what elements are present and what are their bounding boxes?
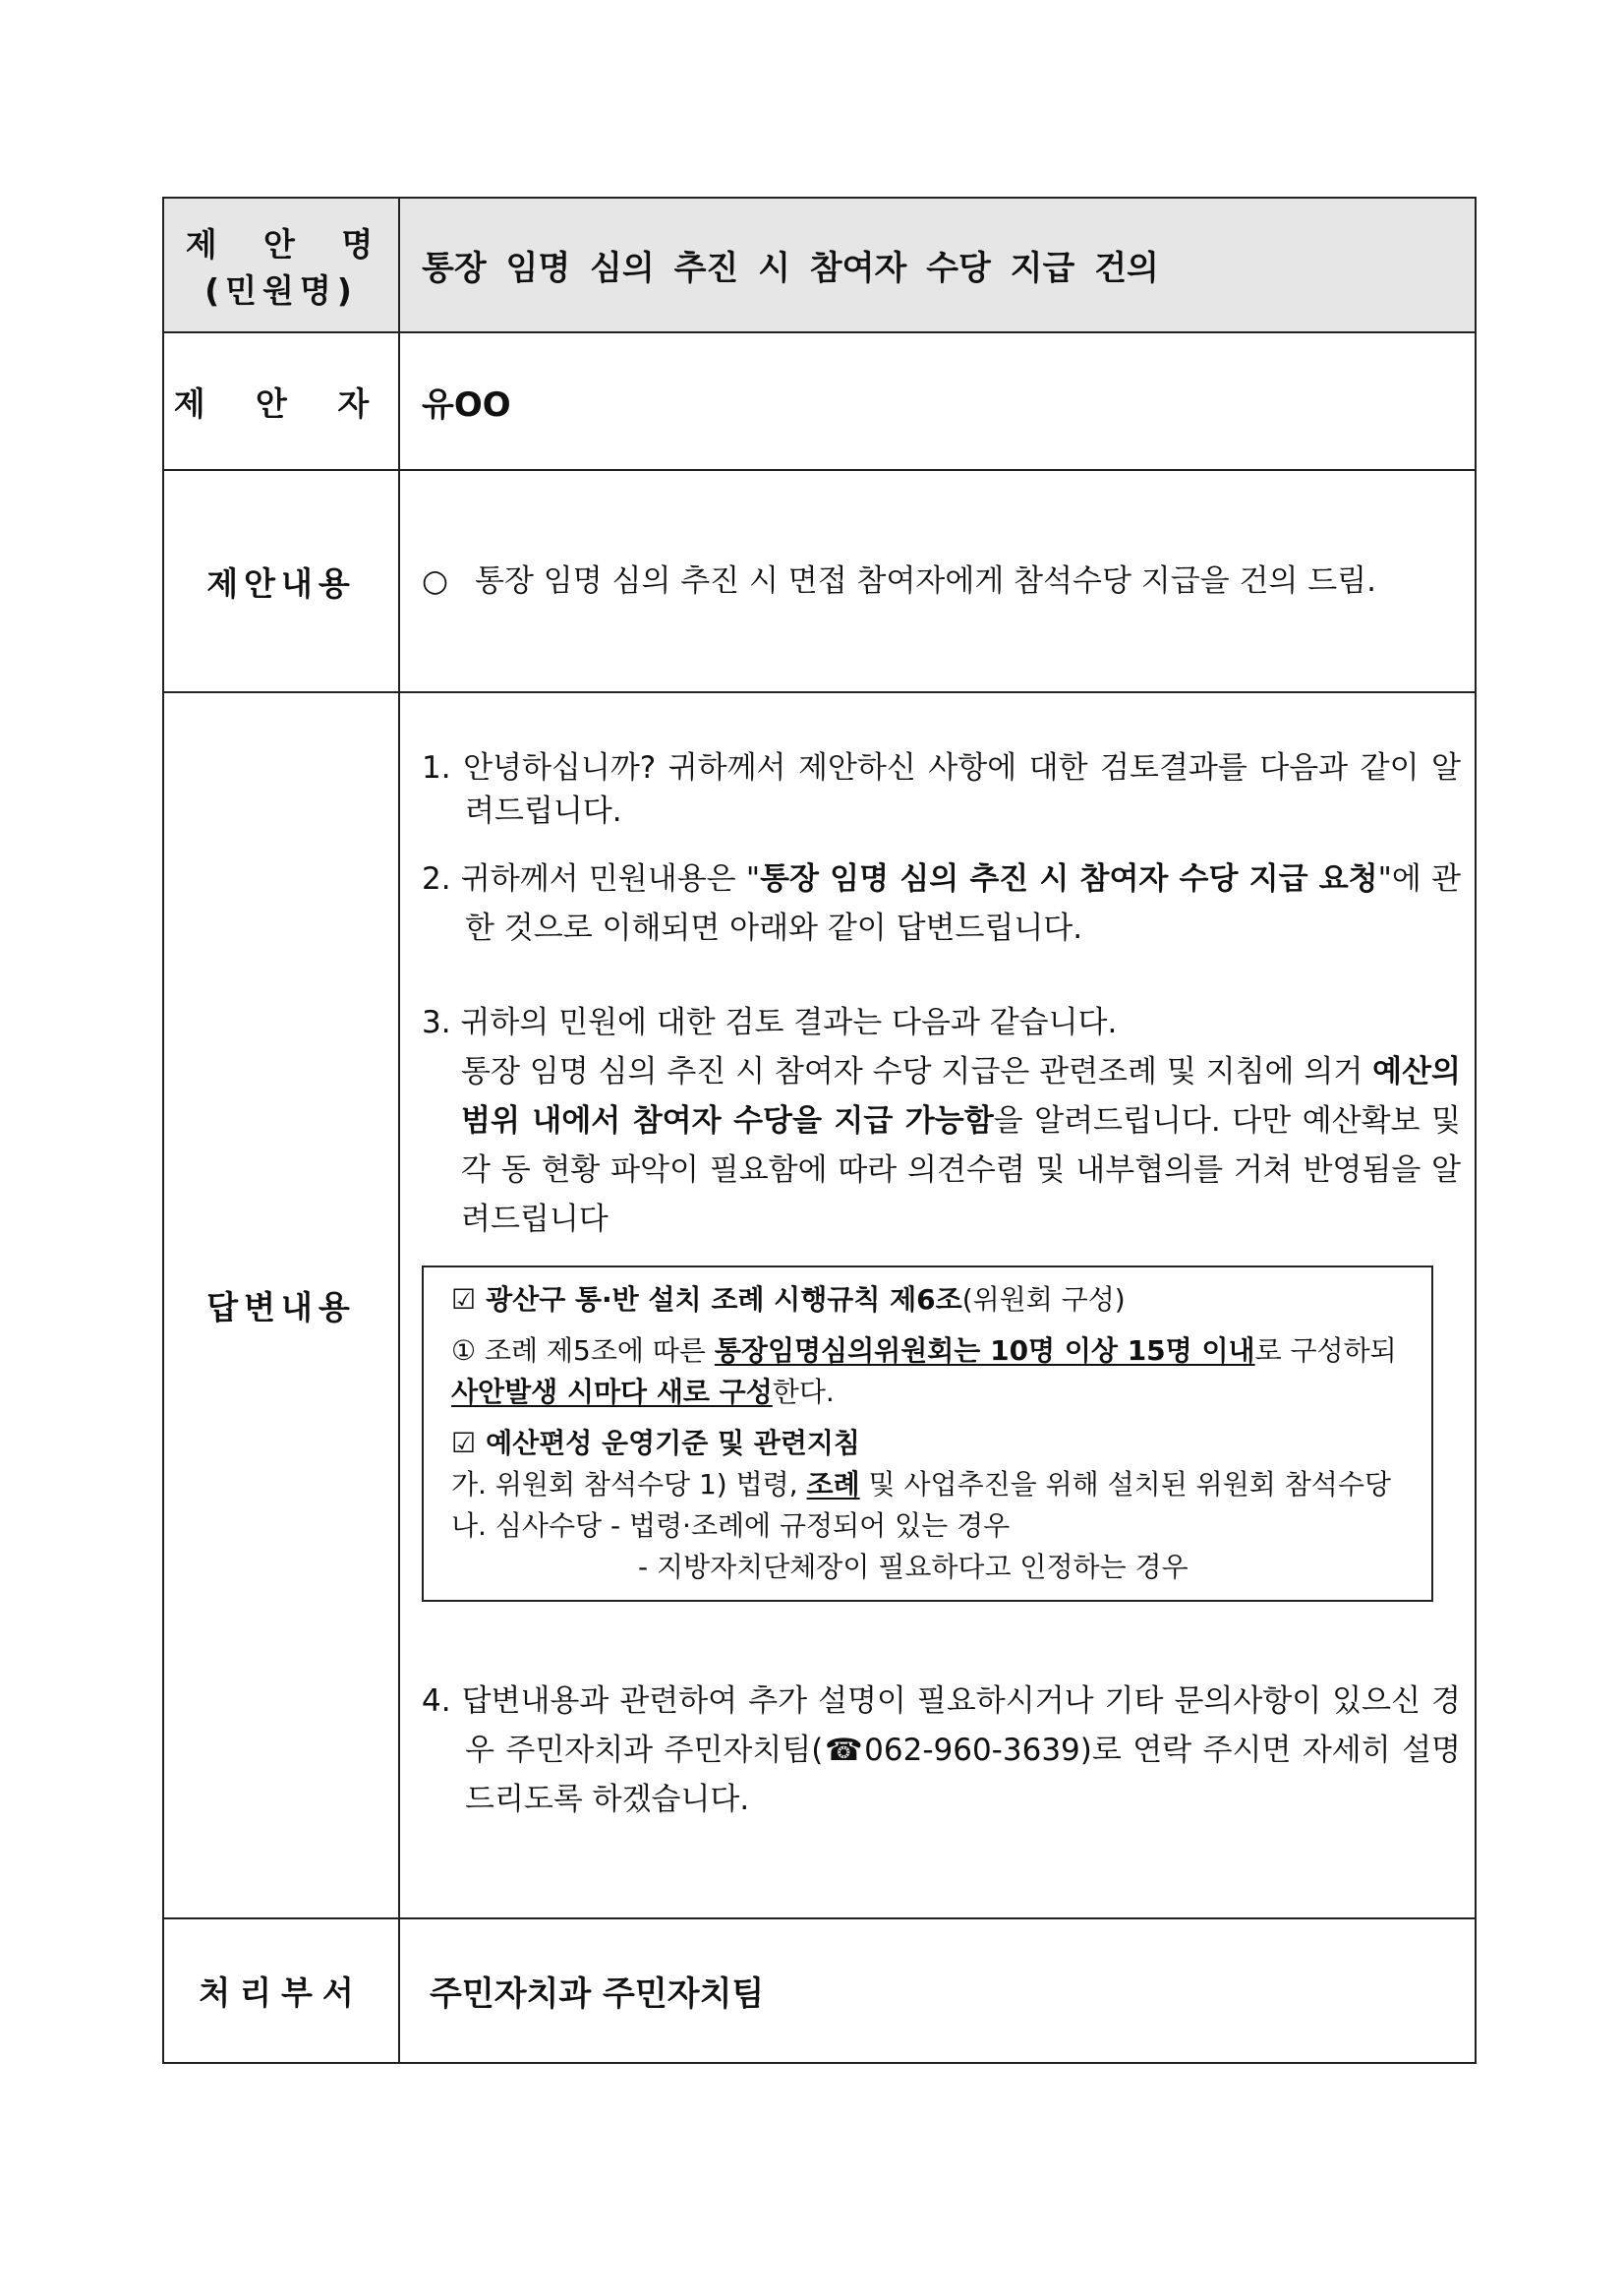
box-section2-title [451,1423,1406,1464]
p3-b: 을 알려드립니다. 다만 예산확보 및 각 동 현황 파악이 필요함에 따라 의견수렴 및 내부협의를 거쳐 반영됨을 알려드립니다 [461,1103,1461,1237]
proposer-label [163,332,399,470]
s1-c: 한다. [772,1376,835,1408]
answer-row [163,692,1476,1918]
s1-title: 광산구 통·반 설치 조례 시행규칙 제6조 [486,1283,962,1316]
answer-p1: 1. 안녕하십니까? 귀하께서 제안하신 사항에 대한 검토결과를 다음과 같이 알려드립니다. [422,750,1461,829]
title-label [163,198,399,332]
box-section2-na: 나. 심사수당 - 법령·조례에 규정되어 있는 경우 [451,1509,1011,1542]
content-body: 통장 임명 심의 추진 시 면접 참여자에게 참석수당 지급을 건의 드림. [475,563,1376,599]
civil-complaint-table [162,197,1477,2064]
title-value: 통장 임명 심의 추진 시 참여자 수당 지급 건의 [422,249,1159,288]
s2-ga-a: 가. 위원회 참석수당 1) 법령, [451,1468,807,1501]
checkbox-icon: ☑ [451,1427,477,1459]
dept-row [163,1918,1476,2063]
s2-ga-underline: 조례 [806,1468,860,1501]
dept-value-cell [399,1918,1476,2063]
answer-label-text: 답변내용 [206,1288,356,1326]
content-label-text: 제안내용 [206,563,356,603]
checkbox-icon: ☑ [451,1283,477,1316]
s1-underline1: 통장임명심의위원회는 10명 이상 15명 이내 [714,1334,1255,1367]
title-label-line2: (민원명) [204,270,358,310]
p4-b: )로 연락 주시면 자세히 설명 드리도록 하겠습니다. [465,1733,1461,1817]
proposer-row [163,332,1476,470]
answer-p3-head: 3. 귀하의 민원에 대한 검토 결과는 다음과 같습니다. [422,1005,1118,1040]
phone-icon: ☎ [823,1733,865,1768]
p2-after: "에 관한 것으로 이해되면 아래와 같이 답변드립니다. [465,861,1461,946]
answer-p4 [422,1677,1461,1824]
p3-bold: 예산의 범위 내에서 참여자 수당을 지급 가능함 [461,1054,1461,1139]
regulation-box [422,1266,1433,1602]
title-label-line1: 제 안 명 [185,224,391,264]
content-text [422,554,1461,609]
p4-a: 4. 답변내용과 관련하여 추가 설명이 필요하시거나 기타 문의사항이 있으신 경우 주민자치과 주민자치팀( [422,1683,1461,1768]
answer-cell [399,692,1476,1918]
s2-ga-b: 및 사업추진을 위해 설치된 위원회 참석수당 [859,1468,1391,1501]
proposer-value-cell [399,332,1476,470]
box-section1-title [451,1279,1406,1321]
answer-label [163,692,399,1918]
s1-underline2: 사안발생 시마다 새로 구성 [451,1376,773,1408]
p2-bold: 통장 임명 심의 추진 시 참여자 수당 지급 요청 [760,861,1378,897]
proposer-value: 유OO [422,384,511,425]
box-section1-body [451,1330,1406,1413]
box-section2-na2: - 지방자치단체장이 필요하다고 인정하는 경우 [638,1551,1189,1583]
box-section2-ga [451,1464,1406,1505]
content-row [163,470,1476,692]
answer-p3-body [422,1047,1461,1244]
s1-title-suffix: (위원회 구성) [961,1283,1126,1316]
s1-b: 로 구성하되 [1254,1334,1397,1367]
s1-a: ① 조례 제5조에 따른 [451,1334,715,1367]
content-value-cell [399,470,1476,692]
dept-label [163,1918,399,2063]
p2-before: 2. 귀하께서 민원내용은 " [422,861,761,897]
dept-value: 주민자치과 주민자치팀 [430,1974,765,2014]
content-label [163,470,399,692]
title-value-cell [399,198,1476,332]
title-row [163,198,1476,332]
proposer-label-text: 제 안 자 [173,383,389,423]
dept-label-text: 처리부서 [199,1973,364,2012]
p3-a: 통장 임명 심의 추진 시 참여자 수당 지급은 관련조례 및 지침에 의거 [461,1054,1373,1089]
phone-number: 062-960-3639 [864,1733,1080,1768]
answer-p2 [422,854,1461,953]
s2-title: 예산편성 운영기준 및 관련지침 [486,1427,860,1459]
bullet-circle: ○ [422,563,449,599]
